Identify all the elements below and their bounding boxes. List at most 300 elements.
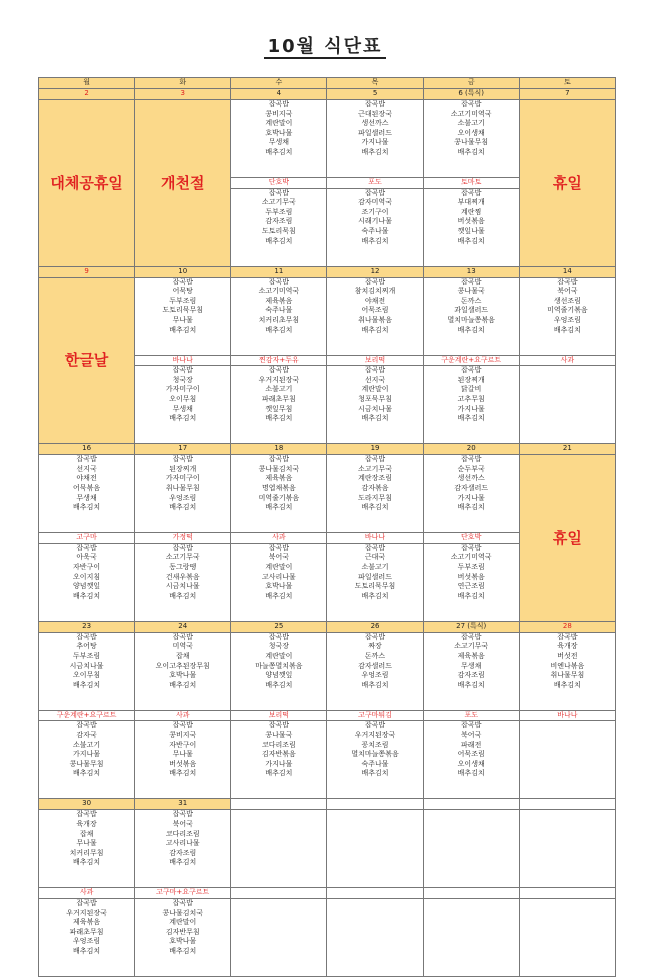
dinner-cell [231,898,327,976]
date-cell: 18 [231,444,327,455]
dinner-cell [327,721,423,799]
menu-item: 우엉조림 [73,937,101,946]
menu-item: 배추김치 [361,503,389,512]
date-cell: 17 [135,444,231,455]
menu-item: 콩비지국 [169,730,197,739]
menu-item: 콩나물김치국 [162,908,204,917]
menu-item: 소고기미역국 [450,553,492,562]
menu-item: 제육볶음 [73,918,101,927]
menu-item: 배추김치 [361,769,389,778]
menu-item: 감자조림 [265,217,293,226]
menu-item: 양념깻잎 [265,671,293,680]
menu-item: 과일샐러드 [454,306,489,315]
menu-item: 콩나물무침 [454,138,489,147]
dinner-cell [423,366,519,444]
dinner-cell [39,721,135,799]
menu-item: 선지국 [76,464,97,473]
menu-item: 파래초무침 [69,927,104,936]
menu-item: 배추김치 [457,680,485,689]
menu-item: 깻잎나물 [457,226,485,235]
dinner-cell [519,366,615,444]
menu-item: 배추김치 [553,680,581,689]
menu-item: 시금치나물 [165,582,200,591]
menu-item: 참치김치찌개 [354,287,396,296]
menu-item: 동그랑땡 [169,562,197,571]
menu-item: 우엉조림 [361,671,389,680]
date-cell: 3 [135,89,231,100]
menu-item: 우거지된장국 [354,730,396,739]
menu-item: 무생채 [461,661,482,670]
date-cell: 7 [519,89,615,100]
menu-item: 잡곡밥 [461,632,482,641]
menu-item: 청국장 [268,642,290,651]
menu-item: 잡곡밥 [364,277,386,286]
menu-item: 잡곡밥 [364,455,386,464]
menu-item: 소불고기 [265,385,293,394]
date-cell: 12 [327,266,423,277]
menu-item: 배추김치 [361,680,389,689]
menu-item: 잡곡밥 [461,366,482,375]
menu-item: 배추김치 [265,325,293,334]
menu-item: 시금치나물 [358,404,392,413]
date-cell: 23 [39,621,135,632]
menu-item: 자반구이 [73,562,101,571]
holiday-cell: 대체공휴일 [39,100,135,267]
lunch-row [39,455,616,533]
holiday-cell: 휴일 [519,100,615,267]
lunch-cell [135,455,231,533]
menu-item: 계란말이 [169,918,197,927]
snack-cell: 사과 [39,888,135,899]
menu-item: 가지나물 [73,750,101,759]
menu-item: 잡곡밥 [172,721,193,730]
snack-cell: 단호박 [231,178,327,189]
menu-item: 호박나물 [169,671,197,680]
dinner-cell [231,543,327,621]
snack-cell: 바나나 [519,710,615,721]
menu-item: 무생채 [76,493,97,502]
menu-item: 잡곡밥 [172,632,193,641]
menu-item: 배추김치 [73,591,101,600]
snack-row [39,710,616,721]
menu-item: 감자미역국 [358,198,392,207]
menu-item: 배추김치 [169,503,197,512]
menu-item: 콩비지국 [265,109,293,118]
snack-cell: 찐감자+두유 [231,355,327,366]
lunch-cell [231,810,327,888]
dinner-cell [423,188,519,266]
dinner-cell [135,898,231,976]
menu-item: 시래기나물 [358,217,392,226]
snack-cell [519,888,615,899]
menu-item: 소고기무국 [358,464,392,473]
date-row [39,89,616,100]
menu-item: 잡곡밥 [172,810,193,819]
lunch-cell [231,100,327,178]
menu-item: 자반구이 [169,740,197,749]
menu-item: 계란찜 [461,207,482,216]
menu-item: 숙주나물 [265,306,293,315]
lunch-cell [231,455,327,533]
menu-item: 소불고기 [361,562,389,571]
menu-item: 계란말이 [361,385,389,394]
snack-cell: 바나나 [327,533,423,544]
menu-item: 무나물 [172,750,193,759]
menu-item: 오이무침 [169,394,197,403]
menu-item: 취나물무침 [165,483,200,492]
menu-calendar [38,77,616,977]
menu-item: 코다리조림 [165,829,200,838]
snack-cell [327,888,423,899]
menu-item: 배추김치 [169,946,197,955]
menu-item: 감자조림 [169,848,197,857]
menu-item: 계란말이 [265,119,293,128]
lunch-cell [231,632,327,710]
menu-item: 잡곡밥 [172,543,193,552]
lunch-cell [423,277,519,355]
menu-item: 잡곡밥 [172,366,193,375]
menu-item: 소불고기 [73,740,101,749]
menu-item: 가자미구이 [165,474,200,483]
menu-item: 콩나물무침 [69,759,104,768]
menu-item: 콩나물국 [457,287,485,296]
menu-item: 배추김치 [73,769,101,778]
menu-item: 배추김치 [361,236,389,245]
menu-item: 파일샐러드 [358,128,392,137]
date-cell: 27 (특식) [423,621,519,632]
menu-item: 잡곡밥 [364,188,386,197]
menu-item: 잡곡밥 [461,277,482,286]
date-cell: 6 (특식) [423,89,519,100]
menu-item: 잡곡밥 [268,100,290,108]
date-row [39,621,616,632]
snack-cell: 사과 [231,533,327,544]
menu-item: 도라지무침 [358,493,392,502]
lunch-cell [423,455,519,533]
dinner-cell [231,721,327,799]
menu-item: 육개장 [76,819,97,828]
menu-item: 잡곡밥 [364,543,386,552]
date-cell [327,799,423,810]
menu-item: 잡곡밥 [461,721,482,730]
snack-cell: 바나나 [135,355,231,366]
menu-item: 깻잎무침 [265,404,293,413]
lunch-cell [423,810,519,888]
menu-item: 생선까스 [457,474,485,483]
date-cell: 19 [327,444,423,455]
menu-item: 우거지된장국 [66,908,107,917]
menu-item: 가지나물 [361,138,389,147]
menu-item: 잡곡밥 [268,721,290,730]
menu-item: 가자미구이 [165,385,200,394]
weekday-header: 목 [327,78,423,89]
menu-item: 배추김치 [169,325,197,334]
menu-item: 두부조림 [457,562,485,571]
menu-item: 김자반무침 [165,927,200,936]
lunch-row [39,100,616,178]
menu-item: 제육볶음 [457,651,485,660]
menu-item: 배추김치 [265,147,293,156]
date-cell: 13 [423,266,519,277]
menu-item: 배추김치 [73,858,101,867]
menu-item: 잡곡밥 [268,455,290,464]
date-cell [519,799,615,810]
menu-item: 오이생채 [457,759,485,768]
holiday-cell: 개천절 [135,100,231,267]
menu-item: 고사리나물 [165,839,200,848]
menu-item: 배추김치 [361,325,389,334]
weekday-header-row [39,78,616,89]
menu-item: 북어국 [461,730,482,739]
menu-item: 오이고추된장무침 [155,661,210,670]
menu-item: 닭갈비 [461,385,482,394]
menu-item: 잡곡밥 [557,632,578,641]
menu-item: 무생채 [172,404,193,413]
menu-item: 파래전 [461,740,482,749]
weekday-header: 금 [423,78,519,89]
menu-item: 잡곡밥 [364,100,386,108]
date-cell: 21 [519,444,615,455]
menu-item: 짜장 [368,642,382,651]
holiday-cell: 휴일 [519,455,615,622]
menu-item: 건새우볶음 [165,572,200,581]
menu-item: 배추김치 [169,591,197,600]
menu-item: 청국장 [172,375,193,384]
menu-item: 미역국 [172,642,193,651]
menu-item: 배추김치 [265,769,293,778]
menu-item: 추어탕 [76,642,97,651]
dinner-cell [327,543,423,621]
menu-item: 배추김치 [361,414,389,423]
menu-item: 배추김치 [457,325,485,334]
menu-item: 치커리초무침 [258,315,300,324]
menu-item: 버섯볶음 [457,572,485,581]
date-cell: 24 [135,621,231,632]
menu-item: 계란말이 [265,562,293,571]
menu-item: 북어국 [268,553,290,562]
lunch-cell [39,455,135,533]
lunch-cell [423,632,519,710]
menu-item: 고사리나물 [261,572,296,581]
menu-item: 콩나물김치국 [258,464,300,473]
snack-cell [423,888,519,899]
menu-item: 가지나물 [265,759,293,768]
menu-item: 부대찌개 [457,198,485,207]
menu-item: 코다리조림 [261,740,296,749]
menu-item: 어묵조림 [361,306,389,315]
menu-item: 순두부국 [457,464,485,473]
menu-item: 잡곡밥 [76,455,97,464]
menu-item: 소고기무국 [454,642,489,651]
menu-item: 잡곡밥 [268,366,290,375]
menu-item: 무생채 [268,138,290,147]
menu-item: 된장찌개 [457,375,485,384]
menu-item: 두부조림 [169,296,197,305]
menu-item: 감자국 [76,730,97,739]
dinner-cell [423,898,519,976]
menu-item: 잡곡밥 [172,277,193,286]
menu-item: 소고기무국 [261,198,296,207]
dinner-row [39,898,616,976]
menu-item: 잡채 [175,651,190,660]
menu-item: 잡곡밥 [461,100,482,108]
menu-item: 야채전 [76,474,97,483]
menu-item: 어묵조림 [457,750,485,759]
menu-item: 버섯볶음 [457,217,485,226]
weekday-header: 화 [135,78,231,89]
date-cell: 30 [39,799,135,810]
menu-item: 계란말이 [265,651,293,660]
lunch-cell [519,810,615,888]
menu-item: 잡곡밥 [268,632,290,641]
menu-item: 제육볶음 [265,474,293,483]
menu-item: 가지나물 [457,404,485,413]
menu-item: 도토리묵무침 [162,306,204,315]
menu-item: 생선까스 [361,119,389,128]
menu-item: 호박나물 [265,128,293,137]
menu-item: 배추김치 [73,503,101,512]
menu-item: 북어국 [172,819,193,828]
menu-item: 배추김치 [457,236,485,245]
menu-item: 조기구이 [361,207,389,216]
dinner-cell [231,188,327,266]
menu-item: 근대국 [364,553,386,562]
menu-item: 배추김치 [265,414,293,423]
menu-item: 잡곡밥 [76,721,97,730]
date-row [39,444,616,455]
menu-item: 배추김치 [361,591,389,600]
dinner-cell [135,366,231,444]
lunch-cell [135,277,231,355]
menu-item: 버섯전 [557,651,578,660]
snack-cell: 보리떡 [327,355,423,366]
menu-item: 잡곡밥 [364,366,386,375]
lunch-row [39,810,616,888]
menu-item: 시금치나물 [69,661,104,670]
menu-item: 마늘쫑멸치볶음 [255,661,303,670]
lunch-row [39,277,616,355]
menu-item: 취나물볶음 [358,315,392,324]
menu-item: 잡곡밥 [557,277,578,286]
dinner-cell [327,898,423,976]
dinner-cell [327,188,423,266]
menu-item: 선지국 [364,375,386,384]
menu-item: 오이지침 [73,572,101,581]
dinner-cell [327,366,423,444]
menu-item: 배추김치 [265,680,293,689]
lunch-cell [327,100,423,178]
dinner-cell [423,721,519,799]
menu-item: 양념깻잎 [73,582,101,591]
menu-item: 숙주나물 [361,226,389,235]
menu-item: 잡곡밥 [364,721,386,730]
lunch-cell [327,810,423,888]
dinner-cell [231,366,327,444]
menu-item: 잡채 [79,829,94,838]
lunch-cell [135,810,231,888]
date-cell: 5 [327,89,423,100]
menu-item: 배추김치 [457,414,485,423]
lunch-cell [423,100,519,178]
menu-item: 오이무침 [73,671,101,680]
menu-item: 생선조림 [553,296,581,305]
menu-item: 잡곡밥 [76,810,97,819]
menu-item: 명엽채볶음 [261,483,296,492]
menu-item: 김자반볶음 [261,750,296,759]
menu-item: 소고기무국 [165,553,200,562]
menu-item: 어묵볶음 [73,483,101,492]
menu-item: 비엔나볶음 [550,661,585,670]
dinner-cell [39,543,135,621]
menu-item: 제육볶음 [265,296,293,305]
dinner-cell [135,721,231,799]
menu-item: 잡곡밥 [268,277,290,286]
menu-item: 돈까스 [364,651,386,660]
menu-item: 숙주나물 [361,759,389,768]
menu-item: 잡곡밥 [172,898,193,907]
lunch-cell [231,277,327,355]
menu-item: 연근조림 [457,582,485,591]
menu-item: 배추김치 [457,503,485,512]
menu-item: 잡곡밥 [364,632,386,641]
menu-item: 돈까스 [461,296,482,305]
menu-item: 잡곡밥 [76,898,97,907]
snack-cell: 구운계란+요구르트 [423,355,519,366]
date-row [39,799,616,810]
menu-item: 두부조림 [73,651,101,660]
date-cell: 26 [327,621,423,632]
snack-cell: 포도 [423,710,519,721]
menu-item: 계란장조림 [358,474,392,483]
menu-item: 배추김치 [361,147,389,156]
date-cell: 2 [39,89,135,100]
menu-item: 배추김치 [73,946,101,955]
dinner-cell [39,898,135,976]
menu-item: 꽁치조림 [361,740,389,749]
menu-item: 무나물 [76,839,97,848]
menu-item: 호박나물 [169,937,197,946]
date-cell [231,799,327,810]
lunch-cell [39,810,135,888]
menu-item: 잡곡밥 [268,543,290,552]
lunch-cell [327,455,423,533]
date-row [39,266,616,277]
menu-item: 배추김치 [169,769,197,778]
menu-item: 야채전 [364,296,386,305]
lunch-cell [519,632,615,710]
menu-item: 소불고기 [457,119,485,128]
menu-item: 고추무침 [457,394,485,403]
date-cell: 20 [423,444,519,455]
date-cell: 14 [519,266,615,277]
lunch-cell [327,277,423,355]
menu-item: 버섯볶음 [169,759,197,768]
weekday-header: 월 [39,78,135,89]
date-cell: 9 [39,266,135,277]
dinner-row [39,721,616,799]
menu-item: 소고기미역국 [258,287,300,296]
menu-item: 배추김치 [169,680,197,689]
menu-item: 감자샐러드 [358,661,392,670]
menu-item: 청포묵무침 [358,394,392,403]
lunch-cell [135,632,231,710]
menu-item: 배추김치 [265,236,293,245]
menu-item: 멸치마늘쫑볶음 [351,750,399,759]
menu-item: 배추김치 [265,591,293,600]
menu-item: 콩나물국 [265,730,293,739]
menu-item: 근대된장국 [358,109,392,118]
snack-cell: 고구마튀김 [327,710,423,721]
